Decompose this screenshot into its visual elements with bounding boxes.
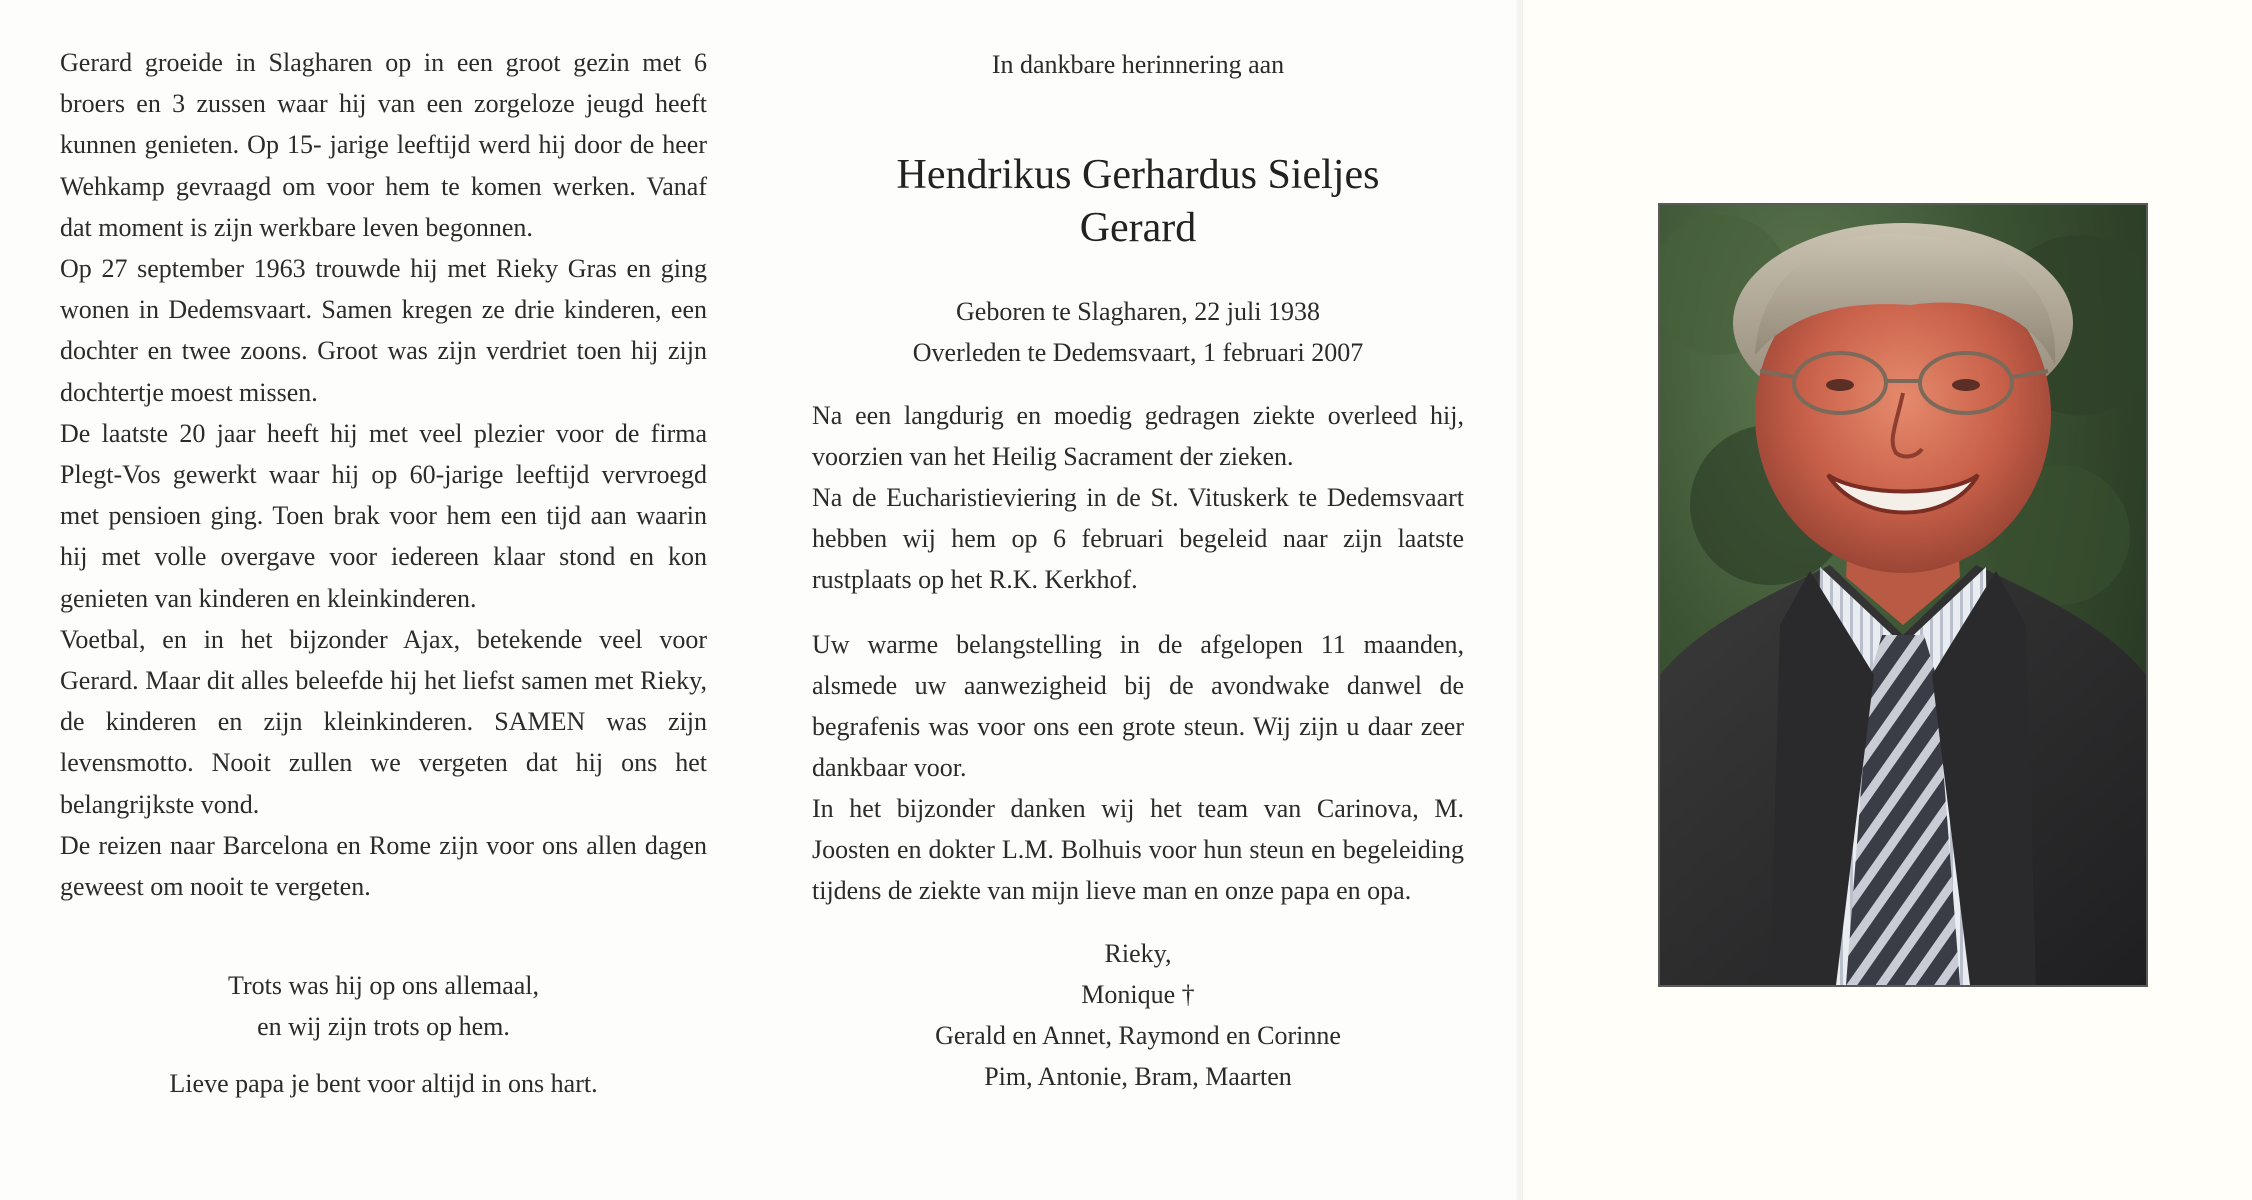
birth-line: Geboren te Slagharen, 22 juli 1938 [956,297,1320,326]
life-dates [812,291,1464,373]
signature-line: Rieky, [1104,939,1172,968]
biography-paragraph: Op 27 september 1963 trouwde hij met Rieky Gras en ging wonen in Dedemsvaart. Samen kregen ze drie kinderen, een dochter en twee zoons. Groot was zijn verdriet toen hij zijn dochtertje moest missen. [60,254,707,407]
family-signature [812,933,1464,1097]
biography-column [60,42,707,907]
announcement-column [812,44,1464,1097]
portrait-photo-icon [1660,205,2146,985]
poem-line: en wij zijn trots op hem. [257,1012,510,1041]
biography-paragraph: De laatste 20 jaar heeft hij met veel plezier voor de firma Plegt-Vos gewerkt waar hij op 60-jarige leeftijd vervroegd met pensioen ging. Toen brak voor hem een tijd aan waarin hij met volle overgave voor iedereen klaar stond en kon genieten van kinderen en kleinkinderen. [60,418,707,613]
announcement-paragraph: Na de Eucharistieviering in de St. Vituskerk te Dedemsvaart hebben wij hem op 6 februari begeleid naar zijn laatste rustplaats op het R.K. Kerkhof. [812,483,1464,594]
portrait-photo [1658,203,2148,987]
nickname: Gerard [1079,205,1197,251]
thanks-paragraph: Uw warme belangstelling in de afgelopen 11 maanden, alsmede uw aanwezigheid bij de avondwake danwel de begrafenis was voor ons een grote steun. Wij zijn u daar zeer dankbaar voor. [812,630,1464,782]
announcement-text [812,395,1464,911]
poem [60,965,707,1047]
signature-line: Monique † [1081,980,1195,1009]
biography-paragraph: Gerard groeide in Slagharen op in een groot gezin met 6 broers en 3 zussen waar hij van een zorgeloze jeugd heeft kunnen genieten. Op 15- jarige leeftijd werd hij door de heer Wehkamp gevraagd om voor hem te komen werken. Vanaf dat moment is zijn werkbare leven begonnen. [60,48,707,242]
signature-line: Pim, Antonie, Bram, Maarten [984,1062,1292,1091]
closing-line: Lieve papa je bent voor altijd in ons hart. [169,1069,598,1098]
full-name: Hendrikus Gerhardus Sieljes [896,152,1380,198]
intro-text: In dankbare herinnering aan [991,50,1285,79]
biography-paragraph: Voetbal, en in het bijzonder Ajax, betekende veel voor Gerard. Maar dit alles beleefde hij het liefst samen met Rieky, de kinderen en zijn kleinkinderen. SAMEN was zijn levensmotto. Nooit zullen we vergeten dat hij ons het belangrijkste vond. [60,624,707,819]
announcement-paragraph: Na een langdurig en moedig gedragen ziekte overleed hij, voorzien van het Heilig Sacrament der zieken. [812,401,1464,471]
death-line: Overleden te Dedemsvaart, 1 februari 2007 [912,338,1364,367]
biography-paragraph: De reizen naar Barcelona en Rome zijn voor ons allen dagen geweest om nooit te vergeten. [60,830,707,902]
thanks-paragraph: In het bijzonder danken wij het team van Carinova, M. Joosten en dokter L.M. Bolhuis voor hun steun en begeleiding tijdens de ziekte van mijn lieve man en onze papa en opa. [812,794,1464,905]
deceased-name [812,149,1464,255]
closing-line-block [60,1063,707,1104]
signature-line: Gerald en Annet, Raymond en Corinne [935,1021,1341,1050]
poem-line: Trots was hij op ons allemaal, [227,971,540,1000]
